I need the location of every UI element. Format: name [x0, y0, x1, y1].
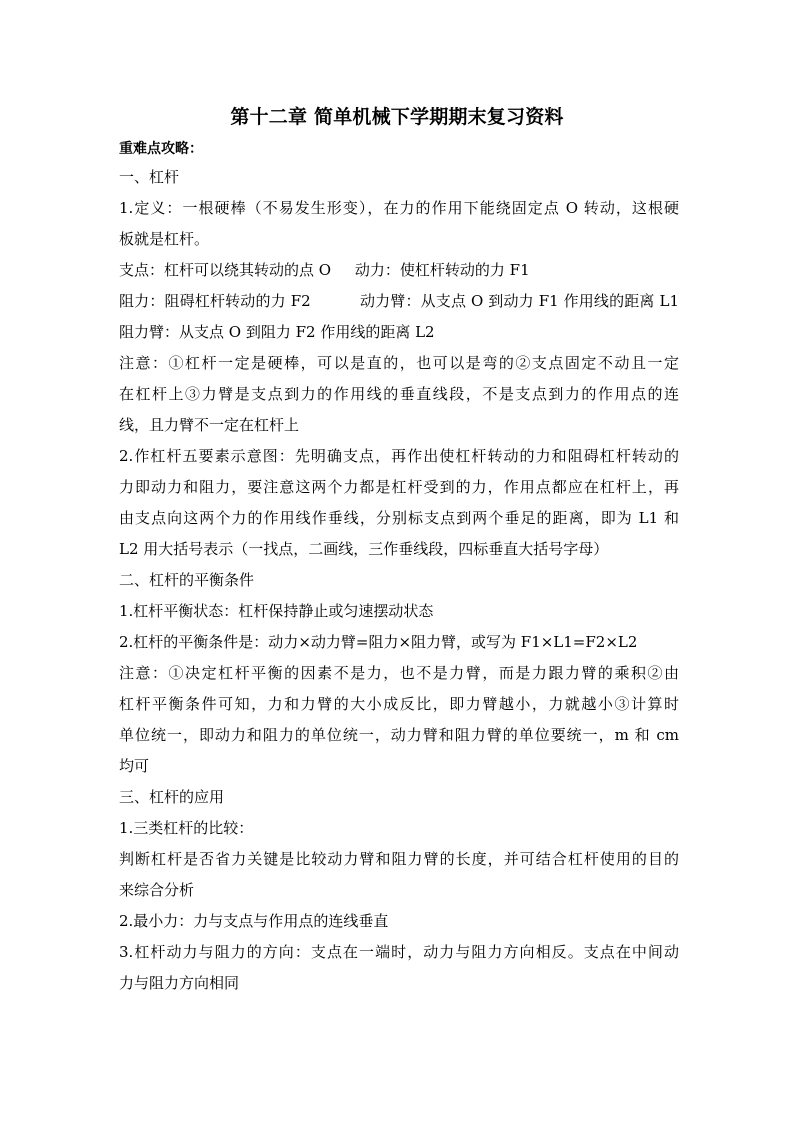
document-body — [119, 136, 679, 999]
text-line: 板就是杠杆。 — [119, 230, 210, 248]
text-line: 阻力：阻碍杠杆转动的力 F2 动力臂：从支点 O 到动力 F1 作用线的距离 L1 — [119, 292, 679, 310]
text-line: 3.杠杆动力与阻力的方向：支点在一端时，动力与阻力方向相反。支点在中间动 — [119, 943, 679, 961]
text-line: 2.杠杆的平衡条件是：动力×动力臂=阻力×阻力臂，或写为 F1×L1=F2×L2 — [119, 633, 638, 651]
text-line: 阻力臂：从支点 O 到阻力 F2 作用线的距离 L2 — [119, 323, 435, 341]
text-line: 三、杠杆的应用 — [119, 788, 225, 806]
text-line: 判断杠杆是否省力关键是比较动力臂和阻力臂的长度，并可结合杠杆使用的目的 — [119, 850, 679, 868]
text-line: 二、杠杆的平衡条件 — [119, 571, 255, 589]
text-line: 线，且力臂不一定在杠杆上 — [119, 416, 300, 434]
text-line: 均可 — [119, 757, 150, 775]
page-title: 第十二章 简单机械下学期期末复习资料 — [230, 106, 564, 128]
text-line: 1.三类杠杆的比较： — [119, 819, 254, 837]
text-line: 支点：杠杆可以绕其转动的点 O 动力：使杠杆转动的力 F1 — [119, 261, 530, 279]
section-heading: 重难点攻略： — [119, 141, 203, 157]
text-line: 注意：①杠杆一定是硬棒，可以是直的，也可以是弯的②支点固定不动且一定 — [119, 354, 679, 372]
text-line: 一、杠杆 — [119, 168, 180, 186]
text-line: 单位统一，即动力和阻力的单位统一，动力臂和阻力臂的单位要统一，m 和 cm — [119, 726, 679, 744]
text-line: 2.最小力：力与支点与作用点的连线垂直 — [119, 912, 389, 930]
text-line: 由支点向这两个力的作用线作垂线，分别标支点到两个垂足的距离，即为 L1 和 — [119, 509, 679, 527]
text-line: L2 用大括号表示（一找点，二画线，三作垂线段，四标垂直大括号字母） — [119, 540, 609, 558]
text-line: 注意：①决定杠杆平衡的因素不是力，也不是力臂，而是力跟力臂的乘积②由 — [119, 664, 679, 682]
text-line: 在杠杆上③力臂是支点到力的作用线的垂直线段，不是支点到力的作用点的连 — [119, 385, 679, 403]
text-line: 2.作杠杆五要素示意图：先明确支点，再作出使杠杆转动的力和阻碍杠杆转动的 — [119, 447, 679, 465]
text-line: 1.杠杆平衡状态：杠杆保持静止或匀速摆动状态 — [119, 602, 434, 620]
text-line: 力与阻力方向相同 — [119, 974, 240, 992]
text-line: 1.定义：一根硬棒（不易发生形变），在力的作用下能绕固定点 O 转动，这根硬 — [119, 199, 679, 217]
text-line: 力即动力和阻力，要注意这两个力都是杠杆受到的力，作用点都应在杠杆上，再 — [119, 478, 679, 496]
text-line: 杠杆平衡条件可知，力和力臂的大小成反比，即力臂越小，力就越小③计算时 — [119, 695, 679, 713]
text-line: 来综合分析 — [119, 881, 195, 899]
